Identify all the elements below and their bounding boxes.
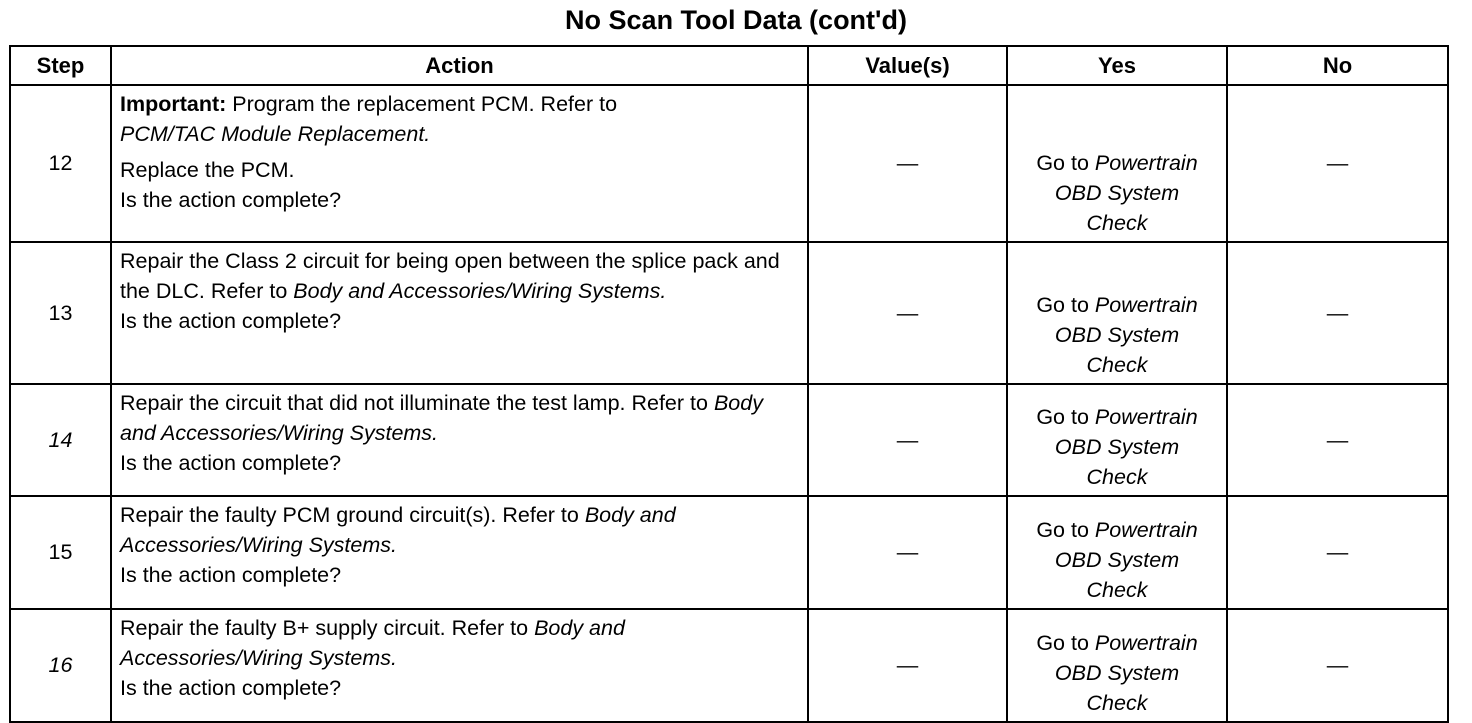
important-text: Program the replacement PCM. Refer to [226,92,618,116]
action-question: Is the action complete? [120,563,342,587]
yes-prefix: Go to [1036,518,1095,542]
yes-reference-link[interactable]: Powertrain [1094,151,1198,175]
header-no: No [1227,46,1448,85]
yes-prefix: Go to [1036,293,1095,317]
action-cell [111,242,808,384]
yes-reference-link[interactable]: OBD System [1054,323,1180,347]
table-header-row [10,46,1448,85]
yes-prefix: Go to [1036,405,1095,429]
yes-prefix: Go to [1036,631,1095,655]
reference-link[interactable]: Body and Accessories/Wiring Systems. [120,616,625,670]
action-cell [111,609,808,722]
value-cell: — [808,384,1007,496]
step-number: 14 [10,384,111,496]
step-number: 12 [10,85,111,242]
value-cell: — [808,242,1007,384]
value-cell: — [808,496,1007,609]
reference-link[interactable]: Body and Accessories/Wiring Systems. [293,279,667,303]
reference-link[interactable]: Body and Accessories/Wiring Systems. [120,503,676,557]
reference-link[interactable]: Body and Accessories/Wiring Systems. [120,391,763,445]
table-row [10,609,1448,722]
yes-cell [1007,242,1227,384]
table-row [10,496,1448,609]
important-label: Important: [120,92,227,116]
value-cell: — [808,609,1007,722]
yes-reference-link[interactable]: Check [1086,353,1148,377]
header-action: Action [111,46,808,85]
step-number: 15 [10,496,111,609]
table-row [10,85,1448,242]
no-cell: — [1227,242,1448,384]
action-cell [111,85,808,242]
reference-link[interactable]: PCM/TAC Module Replacement. [120,122,431,146]
yes-reference-link[interactable]: Check [1086,578,1148,602]
yes-cell [1007,85,1227,242]
yes-reference-link[interactable]: OBD System [1054,181,1180,205]
action-text: Repair the circuit that did not illuminate the test lamp. Refer to [120,391,714,415]
page-title: No Scan Tool Data (cont'd) [565,5,907,35]
value-cell: — [808,85,1007,242]
yes-cell [1007,496,1227,609]
action-instruction: Replace the PCM. [120,158,295,182]
yes-cell [1007,609,1227,722]
yes-reference-link[interactable]: Powertrain [1094,293,1198,317]
yes-reference-link[interactable]: OBD System [1054,435,1180,459]
header-values: Value(s) [808,46,1007,85]
action-cell [111,384,808,496]
table-row [10,242,1448,384]
yes-cell [1007,384,1227,496]
action-question: Is the action complete? [120,309,342,333]
action-question: Is the action complete? [120,451,342,475]
diagnostic-table [9,45,1449,723]
yes-reference-link[interactable]: Check [1086,691,1148,715]
step-number: 16 [10,609,111,722]
no-cell: — [1227,85,1448,242]
no-cell: — [1227,609,1448,722]
step-number: 13 [10,242,111,384]
header-step: Step [10,46,111,85]
action-text: Repair the Class 2 circuit for being open between the splice pack and the DLC. Refer to [120,249,780,303]
yes-reference-link[interactable]: Check [1086,211,1148,235]
yes-reference-link[interactable]: Check [1086,465,1148,489]
no-cell: — [1227,384,1448,496]
yes-reference-link[interactable]: Powertrain [1094,405,1198,429]
action-text: Repair the faulty B+ supply circuit. Refer to [120,616,535,640]
header-yes: Yes [1007,46,1227,85]
yes-reference-link[interactable]: Powertrain [1094,518,1198,542]
table-row [10,384,1448,496]
yes-reference-link[interactable]: OBD System [1054,548,1180,572]
yes-prefix: Go to [1036,151,1095,175]
yes-reference-link[interactable]: Powertrain [1094,631,1198,655]
yes-reference-link[interactable]: OBD System [1054,661,1180,685]
action-question: Is the action complete? [120,676,342,700]
action-question: Is the action complete? [120,188,342,212]
action-text: Repair the faulty PCM ground circuit(s). Refer to [120,503,585,527]
no-cell: — [1227,496,1448,609]
action-cell [111,496,808,609]
